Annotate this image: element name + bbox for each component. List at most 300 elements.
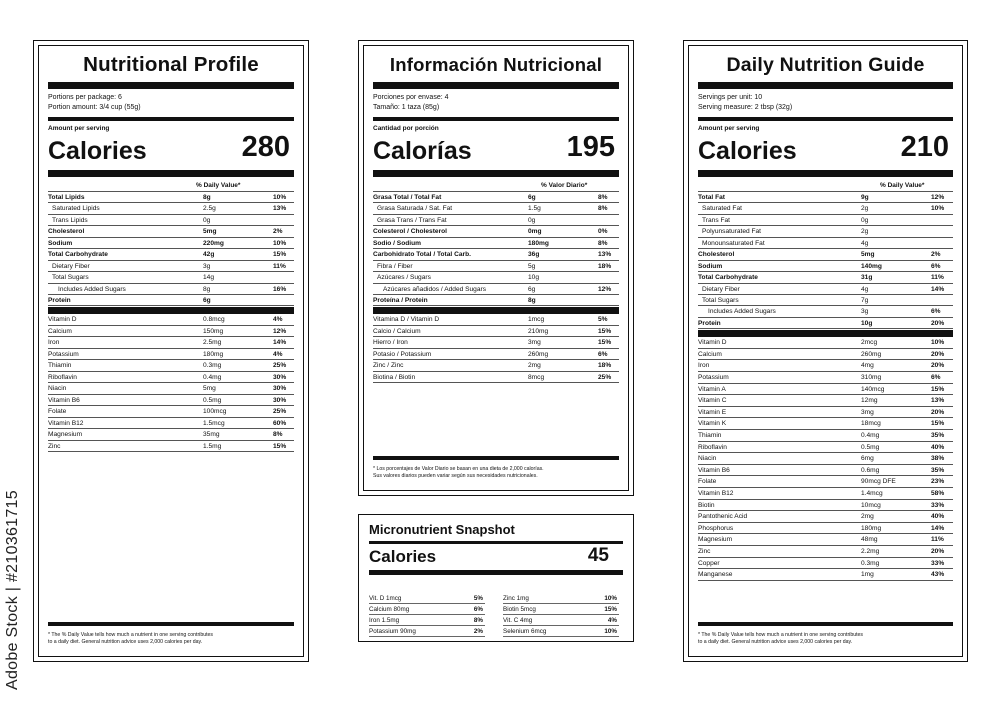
- daily-value-header: % Daily Value*: [196, 182, 241, 189]
- nutrient-row: [698, 261, 953, 272]
- nutrient-name: Biotina / Biotin: [373, 373, 416, 381]
- vitamin-row: [698, 453, 953, 465]
- nutrient-amount: 4g: [861, 285, 869, 293]
- footnote-line-2: to a daily diet. General nutrition advice uses 2,000 calories per day.: [698, 638, 853, 645]
- nutrient-row: [48, 284, 294, 295]
- micronutrient-row: [503, 626, 619, 637]
- nutrient-name: Dietary Fiber: [52, 262, 90, 270]
- nutrient-amount: 8g: [203, 285, 211, 293]
- amount-per-serving: Amount per serving: [698, 125, 760, 132]
- calories-value: 210: [900, 131, 949, 163]
- nutrient-percent: 20%: [931, 408, 945, 416]
- divider: [48, 307, 294, 314]
- calories-value: 280: [241, 131, 290, 163]
- nutrient-name: Grasa Total / Total Fat: [373, 194, 442, 201]
- nutrient-name: Niacin: [48, 385, 67, 393]
- nutrient-name: Hierro / Iron: [373, 339, 408, 347]
- micronutrient-name: Biotin 5mcg: [503, 606, 536, 613]
- nutrient-percent: 14%: [931, 285, 945, 293]
- vitamin-row: [698, 384, 953, 396]
- calories-label: Calorías: [373, 137, 472, 165]
- micronutrient-percent: 8%: [473, 617, 483, 624]
- nutrient-name: Sodio / Sodium: [373, 239, 421, 247]
- divider: [373, 117, 619, 121]
- footnote-line-2: to a daily diet. General nutrition advice uses 2,000 calories per day.: [48, 638, 203, 645]
- micronutrient-percent: 5%: [473, 595, 483, 602]
- nutrient-name: Vitamin C: [698, 397, 727, 405]
- nutrient-amount: 6mg: [861, 455, 874, 463]
- nutrient-percent: 6%: [931, 308, 941, 316]
- nutrient-amount: 4g: [861, 239, 869, 247]
- nutrient-name: Riboflavin: [48, 373, 77, 381]
- serving-size: Portion amount: 3/4 cup (55g): [48, 104, 141, 111]
- calories-label: Calories: [369, 547, 437, 566]
- nutrient-row: [373, 192, 619, 203]
- vitamin-row: [373, 372, 619, 384]
- nutrient-amount: 6g: [203, 296, 211, 304]
- micronutrient-name: Zinc 1mg: [503, 595, 529, 602]
- nutrient-percent: 12%: [273, 327, 287, 335]
- amount-per-serving: Amount per serving: [48, 125, 110, 132]
- nutrient-percent: 25%: [598, 373, 612, 381]
- nutrient-name: Protein: [698, 319, 721, 327]
- divider: [373, 82, 619, 89]
- divider: [698, 117, 953, 121]
- vitamin-row: [698, 337, 953, 349]
- nutrient-amount: 5g: [528, 262, 536, 270]
- nutrient-amount: 0g: [861, 216, 869, 224]
- nutrient-amount: 2g: [861, 228, 869, 236]
- vitamin-list: [48, 314, 294, 452]
- nutrient-name: Phosphorus: [698, 524, 734, 532]
- nutrition-label-1: [33, 40, 309, 662]
- nutrient-amount: 150mg: [203, 327, 224, 335]
- nutrient-name: Niacin: [698, 455, 717, 463]
- vitamin-list: [698, 337, 953, 580]
- divider: [698, 622, 953, 626]
- nutrient-name: Vitamin K: [698, 420, 727, 428]
- nutrient-amount: 31g: [861, 274, 873, 282]
- vitamin-row: [698, 442, 953, 454]
- nutrient-row: [373, 284, 619, 295]
- nutrient-percent: 10%: [931, 205, 945, 213]
- nutrient-amount: 100mcg: [203, 408, 227, 416]
- nutrient-name: Colesterol / Cholesterol: [373, 228, 448, 236]
- calories-label: Calories: [48, 137, 147, 165]
- nutrient-amount: 12mg: [861, 397, 878, 405]
- footnote-line-1: * The % Daily Value tells how much a nutrient in one serving contributes: [698, 632, 864, 638]
- nutrient-percent: 6%: [931, 262, 941, 270]
- nutrient-name: Total Lipids: [48, 194, 85, 201]
- nutrient-amount: 48mg: [861, 536, 878, 544]
- nutrient-name: Trans Lipids: [52, 216, 88, 224]
- nutrient-amount: 1mg: [861, 571, 874, 579]
- nutrient-row: [48, 272, 294, 283]
- nutrient-name: Includes Added Sugars: [58, 285, 126, 293]
- divider: [369, 570, 623, 575]
- servings-per-package: Porciones por envase: 4: [373, 94, 449, 101]
- vitamin-row: [698, 534, 953, 546]
- nutrient-name: Vitamin A: [698, 385, 726, 393]
- nutrient-amount: 10mcg: [861, 501, 881, 509]
- nutrient-name: Grasa Saturada / Sat. Fat: [377, 205, 453, 213]
- servings-per-package: Servings per unit: 10: [698, 94, 763, 101]
- nutrient-row: [373, 203, 619, 214]
- vitamin-row: [698, 349, 953, 361]
- nutrient-list: [373, 191, 619, 306]
- nutrient-row: [373, 249, 619, 260]
- nutrient-name: Trans Fat: [702, 216, 730, 224]
- nutrient-amount: 0.3mg: [203, 362, 222, 370]
- vitamin-row: [698, 546, 953, 558]
- nutrient-percent: 33%: [931, 559, 945, 567]
- micronutrient-name: Iron 1.5mg: [369, 617, 400, 624]
- nutrient-row: [698, 318, 953, 329]
- vitamin-row: [48, 429, 294, 441]
- nutrient-name: Iron: [48, 339, 60, 347]
- nutrient-amount: 0.3mg: [861, 559, 880, 567]
- nutrient-amount: 0mg: [528, 228, 542, 236]
- nutrient-amount: 2mg: [861, 513, 874, 521]
- nutrient-amount: 0g: [528, 216, 536, 224]
- nutrient-percent: 35%: [931, 466, 945, 474]
- vitamin-row: [48, 441, 294, 453]
- nutrient-amount: 0.6mg: [861, 466, 880, 474]
- vitamin-row: [698, 558, 953, 570]
- nutrient-name: Thiamin: [48, 362, 72, 370]
- nutrient-amount: 210mg: [528, 327, 549, 335]
- nutrient-name: Saturated Fat: [702, 205, 742, 213]
- micronutrient-name: Calcium 80mg: [369, 606, 410, 613]
- micronutrient-percent: 4%: [607, 617, 617, 624]
- calories-label: Calories: [698, 137, 797, 165]
- nutrient-amount: 1.5mcg: [203, 419, 225, 427]
- nutrient-name: Vitamin B12: [48, 419, 84, 427]
- nutrient-name: Sodium: [698, 262, 723, 270]
- micronutrient-name: Vit. D 1mcg: [369, 595, 402, 602]
- nutrient-name: Magnesium: [698, 536, 733, 544]
- nutrient-name: Saturated Lipids: [52, 205, 100, 213]
- vitamin-row: [48, 326, 294, 338]
- nutrient-amount: 3mg: [861, 408, 874, 416]
- serving-size: Serving measure: 2 tbsp (32g): [698, 104, 793, 111]
- nutrient-row: [48, 226, 294, 237]
- nutrient-percent: 13%: [598, 251, 612, 259]
- nutrient-percent: 15%: [273, 251, 287, 259]
- vitamin-list: [373, 314, 619, 383]
- nutrient-row: [698, 238, 953, 249]
- nutrient-amount: 6g: [528, 285, 536, 293]
- nutrient-name: Fibra / Fiber: [377, 262, 413, 270]
- nutrient-name: Grasa Trans / Trans Fat: [377, 216, 447, 224]
- nutrient-name: Azúcares / Sugars: [377, 274, 431, 282]
- micronutrient-percent: 10%: [604, 628, 617, 635]
- nutrient-row: [373, 238, 619, 249]
- nutrient-amount: 0g: [203, 216, 211, 224]
- vitamin-row: [48, 418, 294, 430]
- nutrient-percent: 8%: [273, 431, 283, 439]
- vitamin-row: [698, 418, 953, 430]
- nutrient-amount: 36g: [528, 251, 540, 259]
- nutrient-percent: 15%: [273, 442, 287, 450]
- nutrient-name: Vitamin D: [698, 339, 727, 347]
- nutrient-amount: 1.5g: [528, 205, 541, 213]
- nutrient-percent: 11%: [273, 262, 286, 270]
- nutrient-percent: 58%: [931, 489, 945, 497]
- nutrient-amount: 3mg: [528, 339, 541, 347]
- vitamin-row: [48, 395, 294, 407]
- vitamin-row: [373, 349, 619, 361]
- micronutrient-left-column: [369, 593, 485, 637]
- nutrient-amount: 18mcg: [861, 420, 881, 428]
- nutrient-amount: 2.2mg: [861, 547, 880, 555]
- nutrient-amount: 8g: [203, 194, 211, 201]
- nutrient-amount: 1mcg: [528, 316, 545, 324]
- vitamin-row: [48, 337, 294, 349]
- vitamin-row: [48, 360, 294, 372]
- vitamin-row: [48, 349, 294, 361]
- nutrient-row: [373, 272, 619, 283]
- nutrient-amount: 5mg: [861, 251, 875, 259]
- nutrient-amount: 140mcg: [861, 385, 885, 393]
- divider: [48, 170, 294, 177]
- micronutrient-row: [503, 604, 619, 615]
- vitamin-row: [698, 372, 953, 384]
- nutrient-amount: 7g: [861, 296, 869, 304]
- nutrient-percent: 8%: [598, 239, 608, 247]
- nutrient-percent: 20%: [931, 319, 945, 327]
- nutrient-name: Vitamin B6: [698, 466, 730, 474]
- vitamin-row: [373, 326, 619, 338]
- nutrient-percent: 30%: [273, 385, 287, 393]
- vitamin-row: [698, 488, 953, 500]
- micronutrient-label: [358, 514, 634, 642]
- nutrient-percent: 15%: [598, 327, 612, 335]
- label-title: Información Nutricional: [389, 54, 603, 75]
- nutrient-name: Vitamina D / Vitamin D: [373, 316, 440, 324]
- nutrient-name: Cholesterol: [698, 251, 735, 259]
- nutrient-row: [698, 284, 953, 295]
- vitamin-row: [698, 523, 953, 535]
- nutrient-amount: 2.5mg: [203, 339, 222, 347]
- nutrient-percent: 35%: [931, 432, 945, 439]
- nutrient-row: [698, 215, 953, 226]
- nutrient-amount: 260mg: [861, 350, 882, 358]
- nutrient-percent: 6%: [931, 374, 941, 382]
- nutrient-percent: 43%: [931, 571, 945, 579]
- nutrient-row: [698, 192, 953, 203]
- nutrient-amount: 0.4mg: [203, 373, 222, 381]
- nutrient-percent: 13%: [931, 397, 945, 405]
- nutrient-percent: 11%: [931, 274, 944, 282]
- calories-value: 195: [566, 131, 615, 163]
- nutrient-amount: 180mg: [861, 524, 882, 532]
- nutrient-amount: 260mg: [528, 350, 549, 358]
- nutrient-name: Proteína / Protein: [373, 296, 428, 304]
- nutrient-row: [373, 226, 619, 237]
- vitamin-row: [698, 569, 953, 581]
- nutrient-percent: 11%: [931, 536, 944, 544]
- footnote-line-2: Sus valores diarios pueden variar según sus necesidades nutricionales.: [373, 472, 538, 479]
- nutrient-name: Zinc: [698, 547, 711, 555]
- nutrient-amount: 5mg: [203, 228, 217, 236]
- nutrient-name: Zinc / Zinc: [373, 362, 404, 370]
- nutrient-percent: 4%: [273, 350, 283, 358]
- micronutrient-percent: 6%: [473, 606, 483, 613]
- vitamin-row: [373, 337, 619, 349]
- label-title: Daily Nutrition Guide: [726, 54, 925, 76]
- footnote-line-1: * The % Daily Value tells how much a nutrient in one serving contributes: [48, 632, 214, 638]
- nutrient-amount: 9g: [861, 194, 869, 201]
- nutrient-percent: 2%: [273, 228, 283, 236]
- calories-value: 45: [587, 545, 609, 566]
- vitamin-row: [698, 465, 953, 477]
- nutrient-name: Calcium: [48, 327, 72, 335]
- vitamin-row: [48, 383, 294, 395]
- micronutrient-right-column: [503, 593, 619, 637]
- nutrient-percent: 14%: [931, 524, 945, 532]
- nutrient-row: [48, 249, 294, 260]
- nutrient-percent: 8%: [598, 205, 608, 213]
- nutrient-name: Sodium: [48, 239, 73, 247]
- vitamin-row: [698, 395, 953, 407]
- nutrient-row: [698, 295, 953, 306]
- nutrient-percent: 23%: [931, 478, 945, 486]
- nutrient-percent: 40%: [931, 443, 945, 451]
- nutrient-name: Iron: [698, 362, 710, 370]
- nutrient-percent: 6%: [598, 350, 608, 358]
- nutrient-percent: 30%: [273, 396, 287, 404]
- nutrient-list: [48, 191, 294, 306]
- nutrient-amount: 2.5g: [203, 205, 216, 213]
- stock-watermark-text: Adobe Stock | #210361715: [4, 490, 21, 690]
- nutrient-percent: 60%: [273, 419, 287, 427]
- nutrient-name: Vitamin D: [48, 316, 77, 324]
- nutrient-row: [698, 272, 953, 283]
- nutrient-percent: 20%: [931, 350, 945, 358]
- nutrient-percent: 15%: [931, 385, 945, 393]
- nutrient-name: Vitamin B12: [698, 489, 734, 497]
- nutrient-row: [48, 261, 294, 272]
- nutrient-amount: 3g: [203, 262, 211, 270]
- divider: [698, 330, 953, 337]
- nutrient-percent: 20%: [931, 362, 945, 370]
- nutrient-row: [698, 249, 953, 260]
- nutrient-amount: 0.5mg: [861, 443, 880, 451]
- nutrient-name: Dietary Fiber: [702, 285, 740, 293]
- vitamin-row: [48, 314, 294, 326]
- nutrient-amount: 1.5mg: [203, 442, 222, 450]
- nutrient-name: Total Carbohydrate: [698, 274, 758, 282]
- nutrient-percent: 18%: [598, 262, 612, 270]
- vitamin-row: [698, 360, 953, 372]
- vitamin-row: [373, 360, 619, 372]
- vitamin-row: [48, 406, 294, 418]
- nutrient-name: Includes Added Sugars: [708, 308, 776, 316]
- nutrient-percent: 16%: [273, 285, 287, 293]
- nutrient-amount: 10g: [528, 274, 540, 282]
- nutrient-percent: 4%: [273, 316, 283, 324]
- nutrient-amount: 5mg: [203, 385, 216, 393]
- vitamin-row: [373, 314, 619, 326]
- nutrient-amount: 0.4mg: [861, 432, 880, 439]
- nutrient-amount: 8g: [528, 296, 536, 304]
- footnote-line-1: * Los porcentajes de Valor Diario se basan en una dieta de 2,000 calorías.: [373, 466, 544, 472]
- nutrient-amount: 42g: [203, 251, 215, 259]
- nutrient-row: [48, 192, 294, 203]
- vitamin-row: [698, 430, 953, 442]
- micronutrient-row: [369, 615, 485, 626]
- nutrient-row: [373, 215, 619, 226]
- nutrient-name: Total Sugars: [702, 296, 739, 304]
- nutrient-name: Manganese: [698, 571, 733, 579]
- nutrient-percent: 13%: [273, 205, 287, 213]
- nutrient-row: [698, 306, 953, 317]
- nutrient-name: Folate: [48, 408, 67, 416]
- nutrient-amount: 10g: [861, 319, 873, 327]
- nutrient-percent: 10%: [931, 339, 945, 347]
- nutrition-label-2: [358, 40, 634, 496]
- nutrient-percent: 15%: [598, 339, 612, 347]
- divider: [373, 307, 619, 314]
- nutrient-name: Potasio / Potassium: [373, 350, 432, 358]
- nutrient-amount: 0.8mcg: [203, 316, 225, 324]
- micronutrient-percent: 2%: [473, 628, 483, 635]
- nutrient-name: Potassium: [48, 350, 79, 358]
- nutrient-amount: 310mg: [861, 374, 882, 382]
- nutrient-amount: 90mcg DFE: [861, 478, 896, 486]
- nutrient-name: Total Carbohydrate: [48, 251, 108, 259]
- nutrient-name: Biotin: [698, 501, 715, 509]
- divider: [698, 82, 953, 89]
- nutrient-name: Total Sugars: [52, 274, 89, 282]
- nutrient-percent: 15%: [931, 420, 945, 428]
- nutrient-percent: 2%: [931, 251, 941, 259]
- nutrient-percent: 38%: [931, 455, 945, 463]
- amount-per-serving: Cantidad por porción: [373, 125, 439, 132]
- nutrient-row: [48, 238, 294, 249]
- servings-per-package: Portions per package: 6: [48, 94, 122, 101]
- nutrient-name: Pantothenic Acid: [698, 513, 748, 521]
- nutrient-name: Vitamin B6: [48, 396, 80, 404]
- micronutrient-row: [503, 593, 619, 604]
- nutrient-name: Calcium: [698, 350, 722, 358]
- daily-value-header: % Valor Diario*: [541, 182, 588, 189]
- vitamin-row: [698, 476, 953, 488]
- nutrient-amount: 2g: [861, 205, 869, 213]
- nutrient-percent: 8%: [598, 194, 608, 201]
- nutrient-name: Monounsaturated Fat: [702, 239, 765, 247]
- nutrient-name: Zinc: [48, 442, 61, 450]
- micronutrient-row: [503, 615, 619, 626]
- nutrient-amount: 0.5mg: [203, 396, 222, 404]
- nutrient-percent: 14%: [273, 339, 287, 347]
- micronutrient-name: Selenium 6mcg: [503, 628, 547, 635]
- nutrient-row: [48, 203, 294, 214]
- serving-size: Tamaño: 1 taza (85g): [373, 104, 440, 111]
- nutrient-amount: 35mg: [203, 431, 220, 439]
- nutrition-label-3: [683, 40, 968, 662]
- nutrient-amount: 14g: [203, 274, 215, 282]
- nutrient-percent: 30%: [273, 373, 287, 381]
- nutrient-row: [698, 226, 953, 237]
- micronutrient-name: Potassium 90mg: [369, 628, 416, 635]
- nutrient-percent: 12%: [598, 285, 612, 293]
- nutrient-name: Folate: [698, 478, 717, 486]
- nutrient-name: Calcio / Calcium: [373, 327, 421, 335]
- nutrient-row: [48, 295, 294, 306]
- micronutrient-percent: 15%: [604, 606, 617, 613]
